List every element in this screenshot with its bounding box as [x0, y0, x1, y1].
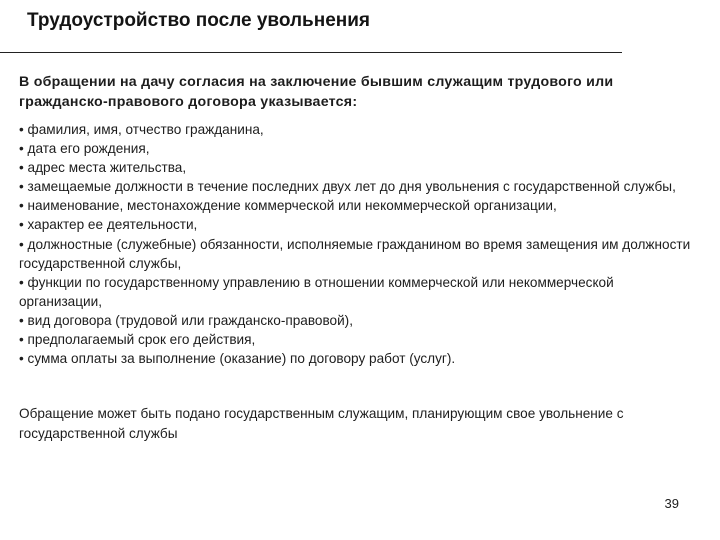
list-item: • вид договора (трудовой или гражданско-правовой),: [19, 312, 353, 328]
title-divider: [0, 52, 622, 53]
requirements-list: [19, 120, 699, 368]
list-item: • функции по государственному управлению в отношении коммерческой или некоммерческой организации,: [19, 274, 614, 309]
list-item: • фамилия, имя, отчество гражданина,: [19, 122, 264, 137]
list-item: • сумма оплаты за выполнение (оказание) по договору работ (услуг).: [19, 351, 456, 367]
slide-content: [19, 72, 699, 444]
slide-title: Трудоустройство после увольнения: [27, 10, 371, 31]
footnote-text: Обращение может быть подано государственным служащим, планирующим свое увольнение с государственной службы: [19, 406, 624, 442]
list-item: • адрес места жительства,: [19, 160, 187, 176]
list-item: • наименование, местонахождение коммерческой или некоммерческой организации,: [19, 198, 557, 214]
list-item: • дата его рождения,: [19, 141, 150, 157]
list-item: • характер ее деятельности,: [19, 217, 198, 233]
page-number: 39: [664, 496, 679, 511]
list-item: • замещаемые должности в течение последних двух лет до дня увольнения с государственной службы,: [19, 179, 676, 195]
intro-text: В обращении на дачу согласия на заключение бывшим служащим трудового или гражданско-правового договора указывается:: [19, 74, 614, 110]
list-item: • предполагаемый срок его действия,: [19, 332, 256, 348]
list-item: • должностные (служебные) обязанности, исполняемые гражданином во время замещения им должности государственной службы,: [19, 236, 691, 271]
